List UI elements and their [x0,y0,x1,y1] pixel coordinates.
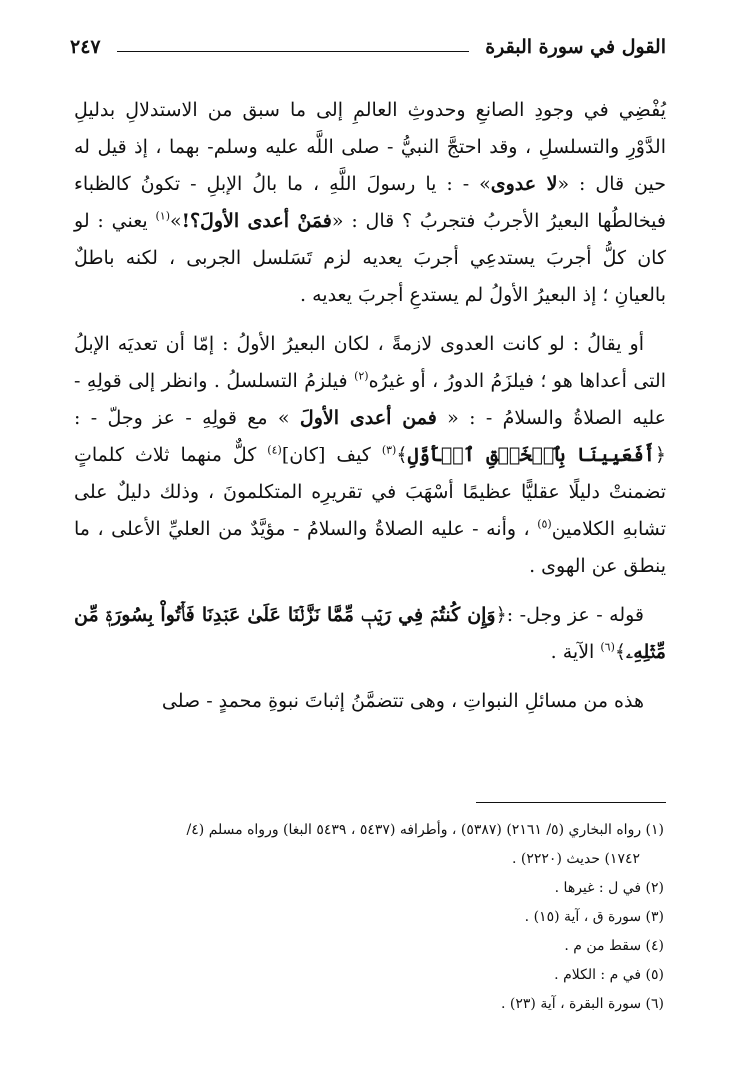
text-run: ﴾ [614,641,627,663]
paragraph-1 [74,92,666,314]
hadith-quote: فمَنْ أعدى الأولَ؟! [181,210,332,232]
footnote-ref-6[interactable]: (٦) [600,640,615,654]
running-title: القول في سورة البقرة [485,36,666,58]
paragraph-gap [74,585,666,597]
text-run: فيلزمُ التسلسلُ . وانظر إلى قولِهِ - عليه الصلاةُ والسلامُ - : « [74,370,666,429]
paragraph-3 [74,597,666,671]
paragraph-2 [74,326,666,585]
footnote-1: (١) رواه البخاري (٥/ ٢١٦١) (٥٣٨٧) ، وأطرافه (٥٤٣٧ ، ٥٤٣٩ البغا) ورواه مسلم (٤/ [186,822,664,838]
footnotes [74,816,664,1019]
text-run: » - : يا رسولَ اللَّهِ ، ما بالُ الإبلِ - تكونُ كالظباء فيخالطُها البعيرُ الأجربُ فتجربُ ؟ قال : « [74,173,666,232]
text-run: ، وأنه - عليه الصلاةُ والسلامُ - مؤيَّدٌ من العليِّ الأعلى ، ما ينطق عن الهوى . [74,518,666,577]
text-run: » مع قولِهِ - عز وجلّ - : ﴿ [74,407,666,466]
footnote-ref-1[interactable]: (١) [155,209,170,223]
text-run: كيف [كان] [281,444,382,466]
main-text [74,92,666,720]
text-run: قوله - عز وجل- :﴿ [495,604,644,626]
page-number: ٢٤٧ [70,36,101,58]
text-run: ﴾ [396,444,408,466]
text-run: الآية . [550,641,601,663]
text-run: يُفْضِي في وجودِ الصانعِ وحدوثِ العالمِ إلى ما سبق من الاستدلالِ بدليلِ الدَّوْرِ والتسلسلِ ، وقد احتجَّ النبيُّ - صلى اللَّه عليه وسلم- بهما ، إذ قيل له حين قال : « [74,99,666,195]
footnote-ref-4[interactable]: (٤) [267,443,282,457]
footnote-ref-5[interactable]: (٥) [537,517,552,531]
quran-verse: وَإِن كُنتُمۡ فِي رَيۡبٖ مِّمَّا نَزَّلۡنَا عَلَىٰ عَبۡدِنَا فَأۡتُواْ بِسُورَةٖ مِّن مِّثۡلِهِۦ [74,604,666,663]
paragraph-4: هذه من مسائلِ النبواتِ ، وهى تتضمَّنُ إثباتَ نبوةِ محمدٍ - صلى [161,690,644,712]
footnote-divider [476,802,666,803]
paragraph-gap [74,671,666,683]
hadith-quote: فمن أعدى الأولَ [299,407,437,429]
footnote-5: (٥) في م : الكلام . [554,967,664,983]
quran-verse: أَفَعَيِينَا بِٱلۡخَلۡقِ ٱلۡأَوَّلِ [407,444,655,466]
text-run: يعني : لو كان كلُّ أجربَ يستدعِي أجربَ يعديه لزم تَسَلسل الجربى ، لكنه باطلٌ بالعيانِ ؛ إذ البعيرُ الأولُ لم يستدعِ أجربَ يعديه . [74,210,666,306]
page-header [70,30,666,64]
footnote-1-cont: ١٧٤٢) حديث (٢٢٢٠) . [511,851,640,867]
text-run: كلٌّ منهما ثلاث كلماتٍ تضمنتْ دليلًا عقليًّا عظيمًا أسْهَبَ في تقريرِه المتكلمونَ ، وذلك دليلٌ على تشابهِ الكلامين [74,444,667,540]
footnote-3: (٣) سورة ق ، آية (١٥) . [524,909,664,925]
text-run: أو يقالُ : لو كانت العدوى لازمةً ، لكان البعيرُ الأولُ : إمّا أن تعديَه الإبلُ التى أعداها هو ؛ فيلزَمُ الدورُ ، أو غيرُه [74,333,666,392]
footnote-2: (٢) في ل : غيرها . [554,880,664,896]
paragraph-gap [74,314,666,326]
footnote-6: (٦) سورة البقرة ، آية (٢٣) . [501,996,664,1012]
text-run: » [169,210,182,232]
footnote-ref-2[interactable]: (٢) [354,369,369,383]
header-rule [117,51,470,52]
footnote-ref-3[interactable]: (٣) [381,443,397,457]
footnote-4: (٤) سقط من م . [564,938,664,954]
hadith-quote: لا عدوى [490,173,558,195]
